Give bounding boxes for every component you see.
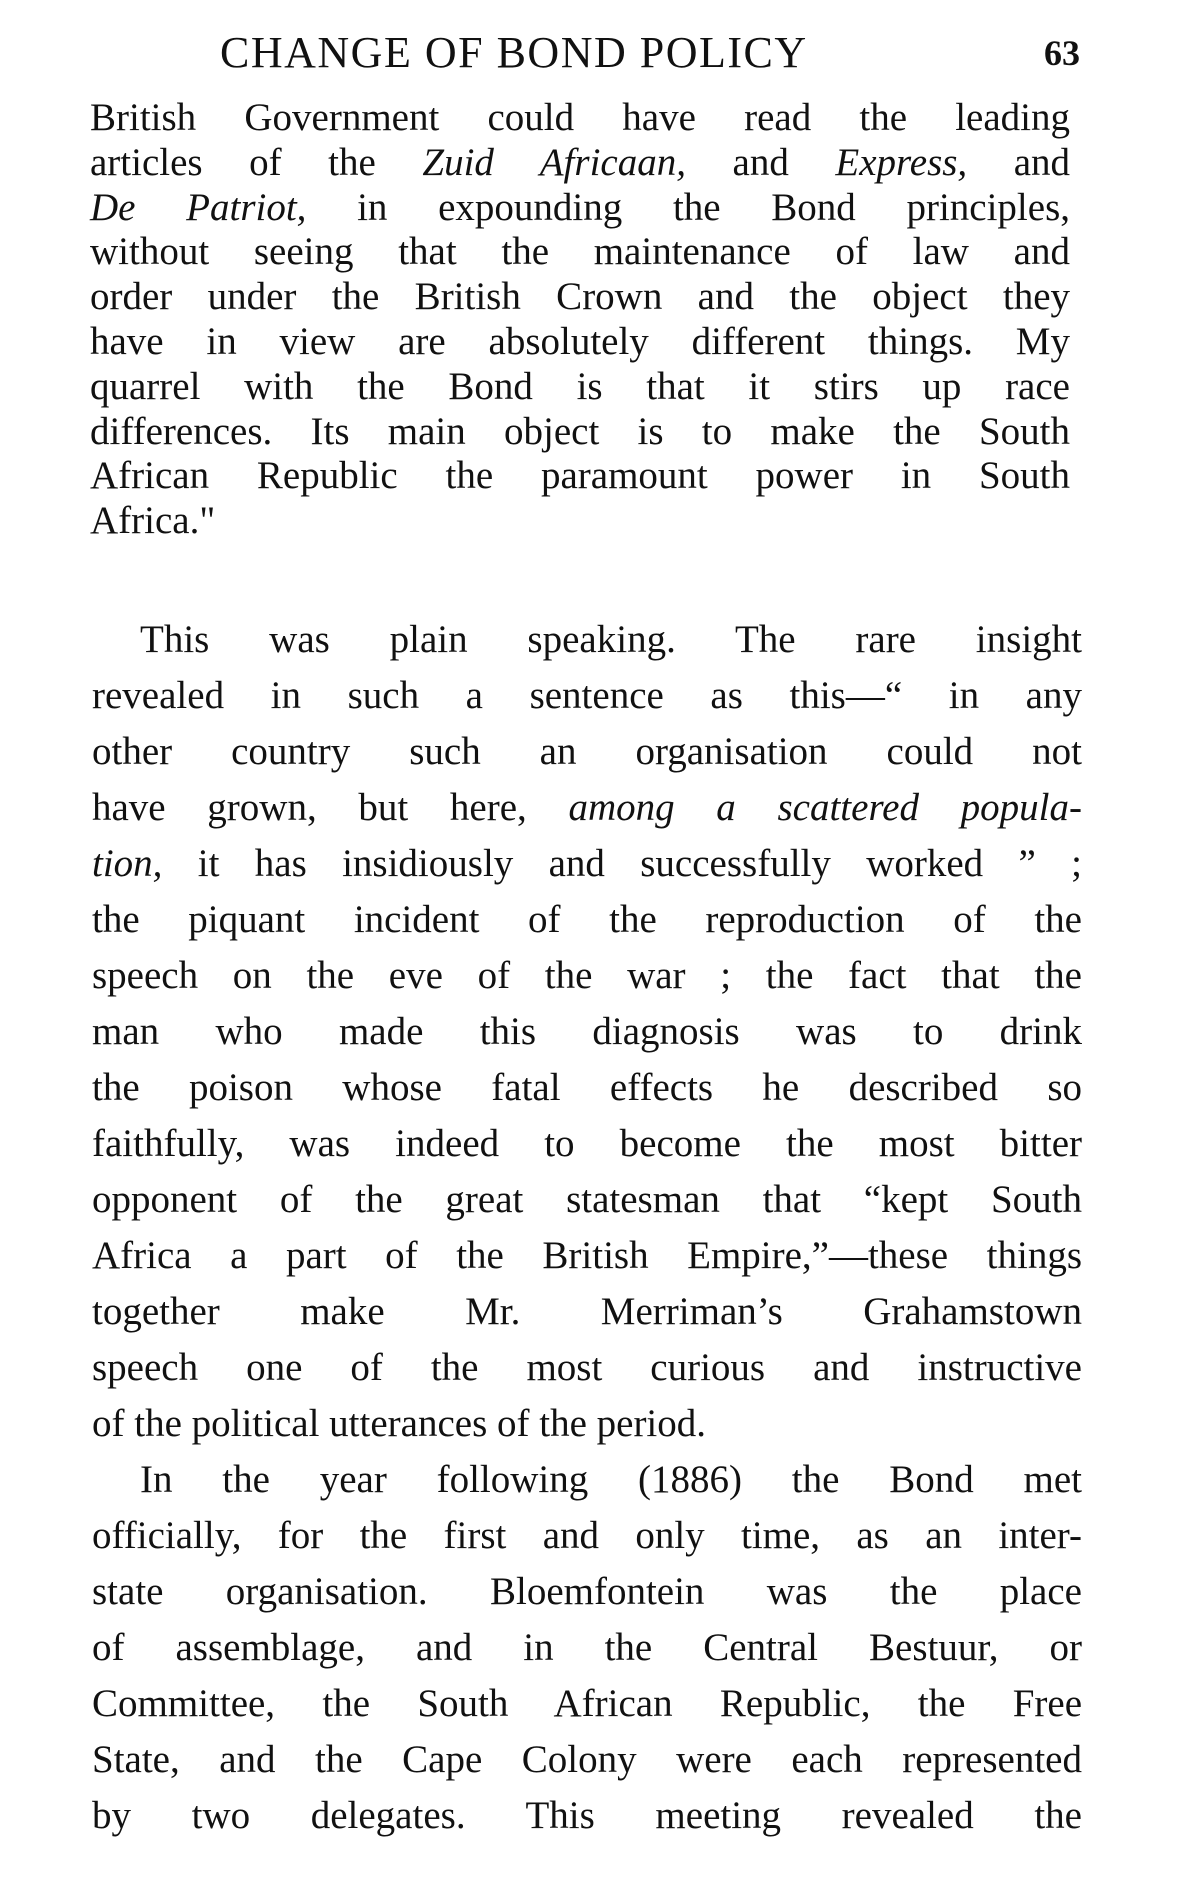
text-line: quarrel with the Bond is that it stirs up race (90, 364, 1070, 408)
newspaper-title: Zuid Africaan, (422, 140, 686, 184)
text-line: Committee, the South African Republic, the Free (92, 1682, 1082, 1725)
text-line: articles of the Zuid Africaan, and Express, and (90, 140, 1071, 184)
paragraph (92, 1452, 1082, 1844)
italic-phrase: tion, (92, 842, 163, 885)
newspaper-title: De Patriot, (90, 185, 307, 229)
body-text (92, 612, 1082, 1844)
newspaper-title: Express, (835, 140, 968, 184)
text-line: state organisation. Bloemfontein was the place (92, 1570, 1082, 1613)
text-line: have grown, but here, among a scattered popula- (92, 786, 1082, 829)
text-line: of the political utterances of the period. (92, 1402, 707, 1445)
paragraph (92, 612, 1082, 1452)
text-line: without seeing that the maintenance of law and (90, 230, 1070, 274)
text-line: by two delegates. This meeting revealed the (92, 1794, 1082, 1837)
text-line: tion, it has insidiously and successfully worked ” ; (92, 842, 1082, 885)
text-line: revealed in such a sentence as this—“ in any (92, 674, 1082, 717)
quote-block (90, 96, 1070, 544)
page-number: 63 (1044, 33, 1080, 73)
text-line: African Republic the paramount power in South (90, 454, 1070, 498)
text-line: differences. Its main object is to make the South (90, 409, 1070, 453)
text-line: This was plain speaking. The rare insight (140, 618, 1082, 661)
text-line: opponent of the great statesman that “kept South (92, 1178, 1082, 1221)
text-line: together make Mr. Merriman’s Grahamstown (92, 1290, 1082, 1333)
text-line: speech one of the most curious and instructive (92, 1346, 1082, 1389)
text-line: State, and the Cape Colony were each represented (92, 1738, 1082, 1781)
text-line: In the year following (1886) the Bond met (140, 1458, 1082, 1501)
text-line: the piquant incident of the reproduction of the (92, 898, 1082, 941)
text-line: have in view are absolutely different things. My (90, 319, 1070, 363)
text-line: other country such an organisation could not (92, 730, 1082, 773)
text-line: the poison whose fatal effects he described so (92, 1066, 1082, 1109)
text-line: faithfully, was indeed to become the most bitter (92, 1122, 1082, 1165)
text-line: officially, for the first and only time, as an inter- (92, 1514, 1082, 1557)
running-title: CHANGE OF BOND POLICY (220, 28, 808, 77)
text-line: of assemblage, and in the Central Bestuur, or (92, 1626, 1082, 1669)
text-line: Africa a part of the British Empire,”—these things (92, 1234, 1082, 1277)
running-head (90, 28, 1080, 78)
text-line: British Government could have read the leading (90, 96, 1070, 139)
text-line: speech on the eve of the war ; the fact that the (92, 954, 1082, 997)
text-line: man who made this diagnosis was to drink (92, 1010, 1082, 1053)
italic-phrase: among a scattered popula- (568, 786, 1082, 829)
text-line: Africa." (90, 499, 216, 543)
text-line: De Patriot, in expounding the Bond principles, (90, 185, 1071, 229)
text-line: order under the British Crown and the object they (90, 275, 1070, 319)
